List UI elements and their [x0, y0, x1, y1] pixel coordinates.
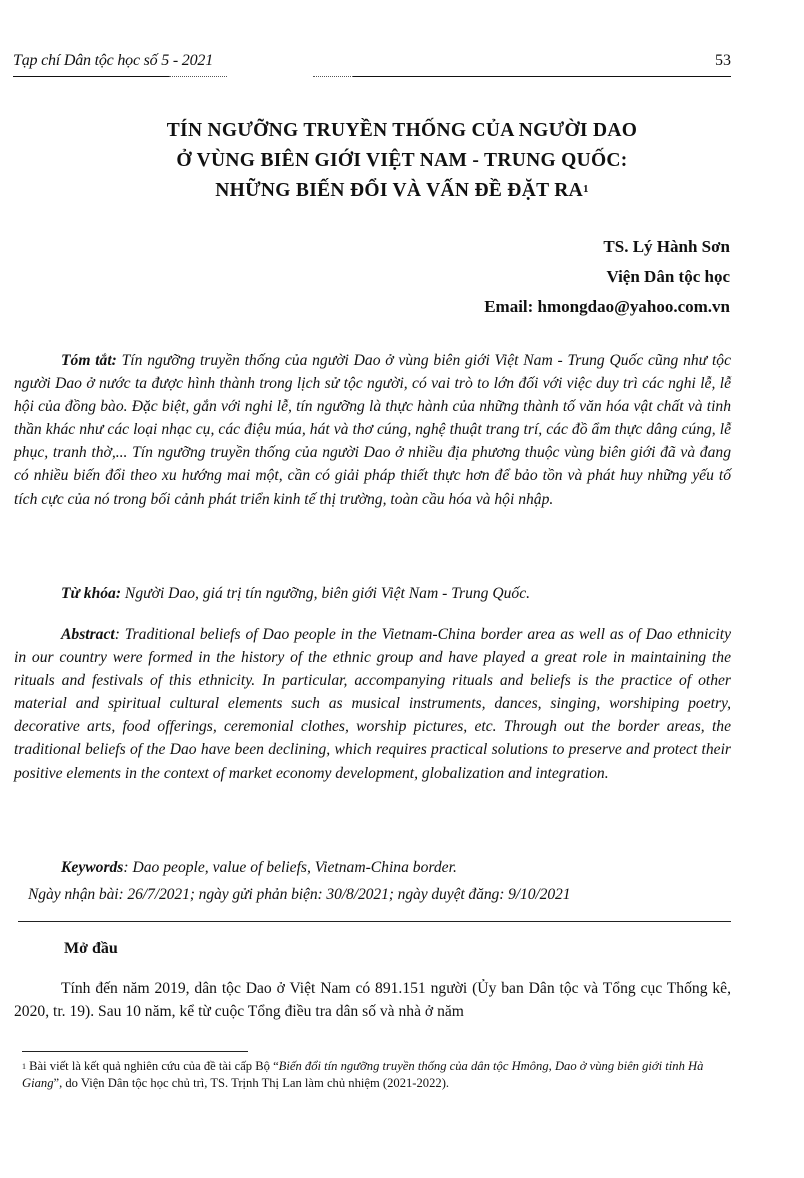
abstract-text: Tín ngưỡng truyền thống của người Dao ở vùng biên giới Việt Nam - Trung Quốc cũng như tộc người Dao ở nước ta được hình thành trong lịch sử tộc người, có vai trò to lớn đối với việc duy trì các nghi lễ, lễ hội của đồng bào. Đặc biệt, gắn với nghi lễ, tín ngưỡng là thực hành của những thành tố văn hóa vật chất và tinh thần khác như các loại nhạc cụ, các điệu múa, hát và thơ cúng, nghệ thuật trang trí, các đồ ẩm thực dâng cúng, lễ phục, tranh thờ,... Tín ngưỡng truyền thống của người Dao ở nhiều địa phương thuộc vùng biên giới đã và đang có nhiều biến đổi theo xu hướng mai một, cần có giải pháp thiết thực hơn để bảo tồn và phát huy những yếu tố tích cực của nó trong bối cảnh phát triển kinh tế thị trường, toàn cầu hóa và hội nhập. [14, 352, 731, 508]
author-name: TS. Lý Hành Sơn [603, 237, 730, 256]
title-line: TÍN NGƯỠNG TRUYỀN THỐNG CỦA NGƯỜI DAO [166, 120, 638, 141]
journal-name: Tạp chí Dân tộc học số 5 - 2021 [13, 52, 214, 69]
title-line-text: NHỮNG BIẾN ĐỔI VÀ VẤN ĐỀ ĐẶT RA [215, 180, 583, 201]
footnote-divider [22, 1051, 248, 1052]
body-paragraph: Tính đến năm 2019, dân tộc Dao ở Việt Nam có 891.151 người (Ủy ban Dân tộc và Tổng cục Thống kê, 2020, tr. 19). Sau 10 năm, kể từ cuộc Tổng điều tra dân số và nhà ở năm [14, 980, 731, 1021]
abstract-english [14, 623, 731, 785]
dates-divider [18, 921, 731, 922]
author-email: Email: hmongdao@yahoo.com.vn [484, 297, 730, 316]
footnote-text: ”, do Viện Dân tộc học chủ trì, TS. Trịnh Thị Lan làm chủ nhiệm (2021-2022). [53, 1076, 450, 1090]
abstract-label: Tóm tắt: [61, 352, 117, 369]
footnote-marker: 1 [22, 1062, 26, 1071]
abstract-text: : Traditional beliefs of Dao people in the Vietnam-China border area as well as of Dao ethnicity in our country were formed in the history of the ethnic group and have played a great role in maintaining the rituals and festivals of this ethnicity. In particular, accompanying rituals and beliefs is the practice of other material and spiritual cultural elements such as musical instruments, dances, singing, worshiping poetry, decorative arts, food offerings, ceremonial clothes, worship pictures, etc. Through out the border areas, the traditional beliefs of the Dao have been declining, which requires practical solutions to preserve and protect their positive elements in the context of market economy development, globalization and integration. [14, 626, 731, 782]
keywords-vietnamese [14, 582, 731, 605]
keywords-english [14, 856, 731, 879]
author-affiliation: Viện Dân tộc học [606, 267, 730, 286]
footnote-text: Bài viết là kết quả nghiên cứu của đề tài cấp Bộ “ [26, 1059, 279, 1073]
title-line [60, 176, 744, 206]
header-rule-dotted [169, 76, 227, 77]
header-rule [353, 76, 731, 77]
footnote-project-title: Biến đổi tín ngưỡng truyền thống của dân tộc Hmông, Dao ở vùng biên giới tỉnh Hà Giang [22, 1059, 704, 1090]
footnote-marker[interactable]: 1 [582, 183, 589, 195]
article-title [60, 116, 744, 206]
running-header [13, 52, 731, 78]
keywords-label: Keywords [61, 859, 124, 876]
author-block [484, 232, 730, 322]
submission-dates: Ngày nhận bài: 26/7/2021; ngày gửi phản biện: 30/8/2021; ngày duyệt đăng: 9/10/2021 [28, 886, 571, 903]
title-line: Ở VÙNG BIÊN GIỚI VIỆT NAM - TRUNG QUỐC: [176, 150, 628, 171]
header-rule-dotted [313, 76, 353, 77]
header-rule [13, 76, 169, 77]
abstract-vietnamese [14, 349, 731, 511]
page-number: 53 [715, 52, 731, 69]
footnote [22, 1058, 732, 1092]
section-heading: Mở đầu [64, 940, 118, 957]
keywords-label: Từ khóa: [61, 585, 122, 602]
abstract-label: Abstract [61, 626, 115, 643]
keywords-text: Người Dao, giá trị tín ngưỡng, biên giới Việt Nam - Trung Quốc. [121, 585, 531, 602]
keywords-text: : Dao people, value of beliefs, Vietnam-China border. [123, 859, 457, 876]
